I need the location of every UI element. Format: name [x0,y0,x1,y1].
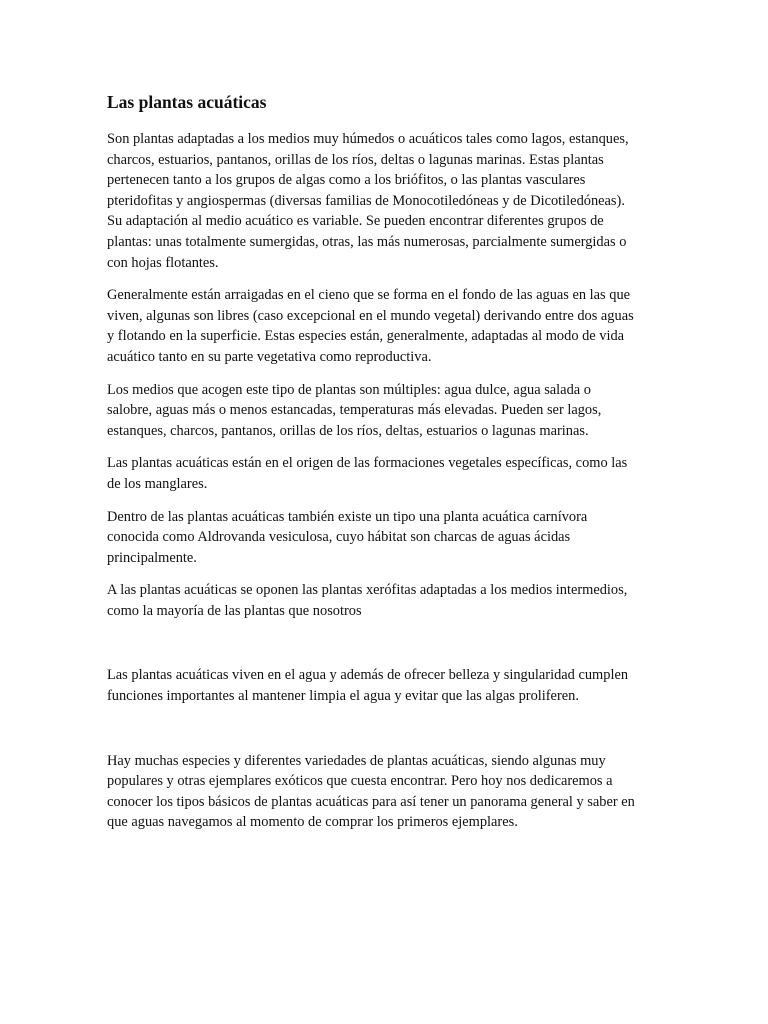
paragraph-definition [107,129,667,273]
paragraph-functions [107,665,667,706]
text-line: populares y otras ejemplares exóticos que cuesta encontrar. Pero hoy nos dedicaremos a [107,773,613,790]
paragraph-carnivorous [107,507,667,569]
text-line: conocer los tipos básicos de plantas acuáticas para así tener un panorama general y saber en [107,793,635,810]
text-line: Son plantas adaptadas a los medios muy húmedos o acuáticos tales como lagos, estanques, [107,131,629,147]
paragraph-varieties [107,751,667,833]
text-line: pteridofitas y angiospermas (diversas familias de Monocotiledóneas y de Dicotiledóneas). [107,192,625,209]
paragraph-mangroves [107,453,667,494]
text-line: Los medios que acogen este tipo de plantas son múltiples: agua dulce, agua salada o [107,381,591,398]
text-line: salobre, aguas más o menos estancadas, temperaturas más elevadas. Pueden ser lagos, [107,402,602,419]
text-line: que aguas navegamos al momento de comprar los primeros ejemplares. [107,814,518,831]
text-line: estanques, charcos, pantanos, orillas de los ríos, deltas, estuarios o lagunas marinas. [107,422,589,439]
text-line: pertenecen tanto a los grupos de algas como a los briófitos, o las plantas vasculares [107,172,586,189]
text-line: acuático tanto en su parte vegetativa como reproductiva. [107,348,432,365]
text-line: Generalmente están arraigadas en el cieno que se forma en el fondo de las aguas en las que [107,287,631,304]
text-line: viven, algunas son libres (caso excepcional en el mundo vegetal) derivando entre dos aguas [107,307,634,324]
text-line: Las plantas acuáticas están en el origen de las formaciones vegetales específicas, como las [107,455,628,472]
text-line: Las plantas acuáticas viven en el agua y además de ofrecer belleza y singularidad cumplen [107,667,629,684]
paragraph-environments [107,380,667,442]
paragraph-xerophytes [107,580,667,621]
text-line: con hojas flotantes. [107,254,219,271]
text-line: y flotando en la superficie. Estas especies están, generalmente, adaptadas al modo de vida [107,328,625,345]
paragraph-habitat [107,285,667,367]
text-line: charcos, estuarios, pantanos, orillas de los ríos, deltas o lagunas marinas. Estas plantas [107,151,604,168]
text-line: funciones importantes al mantener limpia el agua y evitar que las algas proliferen. [107,688,579,705]
text-line: principalmente. [107,549,197,566]
text-line: como la mayoría de las plantas que nosotros [107,602,362,619]
text-line: Hay muchas especies y diferentes variedades de plantas acuáticas, siendo algunas muy [107,752,606,769]
text-line: Su adaptación al medio acuático es variable. Se pueden encontrar diferentes grupos de [107,213,604,230]
text-line: plantas: unas totalmente sumergidas, otras, las más numerosas, parcialmente sumergidas o [107,233,627,250]
text-line: de los manglares. [107,475,208,492]
document-page [107,90,667,845]
document-title: Las plantas acuáticas [107,92,267,112]
text-line: A las plantas acuáticas se oponen las plantas xerófitas adaptadas a los medios intermedios, [107,582,628,599]
text-line: Dentro de las plantas acuáticas también existe un tipo una planta acuática carnívora [107,508,588,525]
text-line: conocida como Aldrovanda vesiculosa, cuyo hábitat son charcas de aguas ácidas [107,529,571,546]
